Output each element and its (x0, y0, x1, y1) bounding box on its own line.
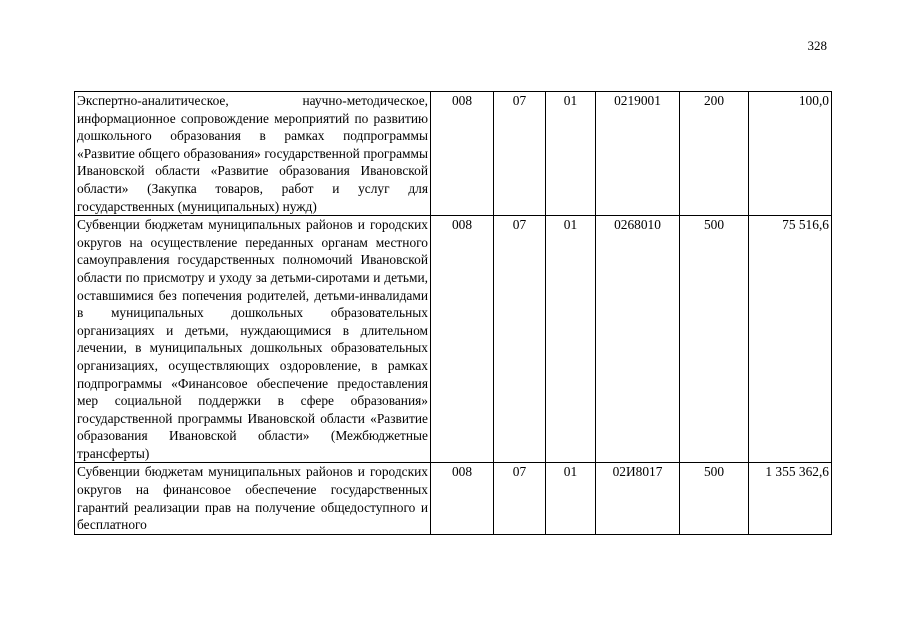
table-row (75, 216, 832, 463)
row-expense-type: 200 (680, 92, 749, 216)
row-section: 07 (494, 216, 546, 463)
row-target-article: 0219001 (596, 92, 680, 216)
row-subsection: 01 (546, 216, 596, 463)
row-subsection: 01 (546, 463, 596, 534)
row-amount: 75 516,6 (749, 216, 832, 463)
row-amount: 1 355 362,6 (749, 463, 832, 534)
row-expense-type: 500 (680, 216, 749, 463)
row-code-admin: 008 (431, 463, 494, 534)
row-target-article: 02И8017 (596, 463, 680, 534)
budget-table (74, 91, 832, 535)
row-code-admin: 008 (431, 92, 494, 216)
table-row (75, 463, 832, 534)
row-subsection: 01 (546, 92, 596, 216)
row-section: 07 (494, 463, 546, 534)
table-row (75, 92, 832, 216)
row-code-admin: 008 (431, 216, 494, 463)
row-target-article: 0268010 (596, 216, 680, 463)
row-section: 07 (494, 92, 546, 216)
page-number: 328 (807, 38, 827, 53)
row-description: Экспертно-аналитическое, научно-методическое, информационное сопровождение мероприятий по развитию дошкольного образования в рамках подпрограммы «Развитие общего образования» государственной программы Ивановской области «Развитие образования Ивановской области» (Закупка товаров, работ и услуг для государственных (муниципальных) нужд) (75, 92, 431, 216)
row-description: Субвенции бюджетам муниципальных районов и городских округов на финансовое обеспечение государственных гарантий реализации прав на получение общедоступного и бесплатного (75, 463, 431, 534)
row-amount: 100,0 (749, 92, 832, 216)
row-description: Субвенции бюджетам муниципальных районов и городских округов на осуществление переданных органам местного самоуправления государственных полномочий Ивановской области по присмотру и уходу за детьми-сиротами и детьми, оставшимися без попечения родителей, детьми-инвалидами в муниципальных дошкольных образовательных организациях и детьми, нуждающимися в длительном лечении, в муниципальных дошкольных образовательных организациях, осуществляющих оздоровление, в рамках подпрограммы «Финансовое обеспечение предоставления мер социальной поддержки в сфере образования» государственной программы Ивановской области «Развитие образования Ивановской области» (Межбюджетные трансферты) (75, 216, 431, 463)
row-expense-type: 500 (680, 463, 749, 534)
